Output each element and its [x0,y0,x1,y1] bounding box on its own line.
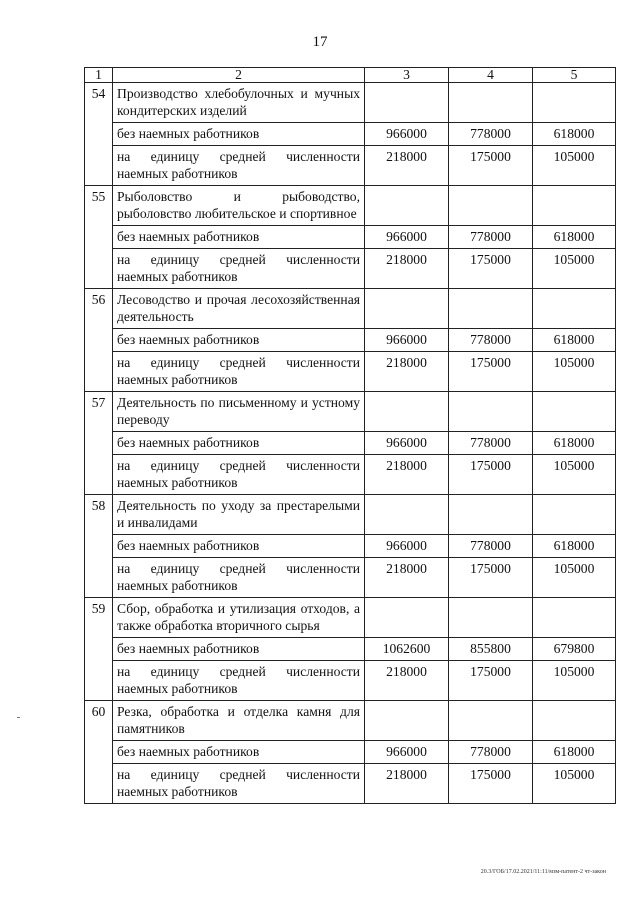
tax-rate-table [84,67,616,804]
rate-value-v5: 618000 [533,741,616,764]
scan-mark [17,717,20,718]
rate-value-v4: 778000 [449,226,533,249]
empty-cell [365,598,449,638]
activity-title: Лесоводство и прочая лесохозяйственная деятельность [113,289,365,329]
activity-title: Деятельность по уходу за престарелыми и инвалидами [113,495,365,535]
rate-row [85,638,616,661]
activity-title: Рыболовство и рыбоводство, рыболовство любительское и спортивное [113,186,365,226]
activity-title-row [85,289,616,329]
row-number: 55 [85,186,113,289]
header-cell: 3 [365,68,449,83]
empty-cell [365,701,449,741]
rate-value-v4: 778000 [449,329,533,352]
rate-value-v4: 175000 [449,764,533,804]
rate-value-v5: 618000 [533,123,616,146]
row-number: 58 [85,495,113,598]
empty-cell [449,701,533,741]
rate-value-v3: 218000 [365,558,449,598]
header-cell: 4 [449,68,533,83]
activity-title: Деятельность по письменному и устному переводу [113,392,365,432]
table-header-row [85,68,616,83]
rate-value-v4: 778000 [449,432,533,455]
rate-value-v3: 1062600 [365,638,449,661]
page-number: 17 [312,34,328,50]
activity-title-row [85,701,616,741]
rate-value-v4: 175000 [449,352,533,392]
empty-cell [449,495,533,535]
rate-label: на единицу средней численности наемных работников [113,661,365,701]
rate-value-v3: 966000 [365,123,449,146]
empty-cell [365,186,449,226]
header-cell: 5 [533,68,616,83]
rate-label: на единицу средней численности наемных работников [113,455,365,495]
rate-value-v5: 618000 [533,226,616,249]
rate-value-v4: 778000 [449,535,533,558]
rate-value-v5: 105000 [533,146,616,186]
activity-title-row [85,598,616,638]
rate-row [85,535,616,558]
activity-title-row [85,392,616,432]
rate-value-v4: 175000 [449,661,533,701]
header-cell: 1 [85,68,113,83]
rate-row [85,432,616,455]
rate-value-v4: 855800 [449,638,533,661]
activity-title: Сбор, обработка и утилизация отходов, а также обработка вторичного сырья [113,598,365,638]
empty-cell [533,83,616,123]
row-number: 56 [85,289,113,392]
rate-value-v5: 105000 [533,249,616,289]
rate-value-v5: 618000 [533,432,616,455]
empty-cell [365,392,449,432]
empty-cell [533,186,616,226]
rate-label: на единицу средней численности наемных работников [113,558,365,598]
rate-value-v4: 175000 [449,146,533,186]
rate-label: без наемных работников [113,432,365,455]
rate-row [85,123,616,146]
rate-label: без наемных работников [113,226,365,249]
footer-stamp: 20.3/ГОБ/17.02.2021/11:11/мзм-патент-2 чт-закон [480,869,606,875]
rate-label: без наемных работников [113,123,365,146]
rate-row [85,329,616,352]
row-number: 57 [85,392,113,495]
rate-value-v4: 778000 [449,741,533,764]
rate-value-v4: 175000 [449,455,533,495]
rate-value-v3: 218000 [365,661,449,701]
rate-label: без наемных работников [113,638,365,661]
empty-cell [449,289,533,329]
rate-value-v5: 618000 [533,329,616,352]
rate-row [85,764,616,804]
rate-value-v5: 105000 [533,455,616,495]
rate-value-v4: 175000 [449,558,533,598]
empty-cell [449,83,533,123]
rate-row [85,146,616,186]
header-cell: 2 [113,68,365,83]
empty-cell [533,392,616,432]
rate-label: без наемных работников [113,329,365,352]
rate-value-v5: 105000 [533,558,616,598]
rate-value-v3: 218000 [365,352,449,392]
rate-row [85,226,616,249]
empty-cell [449,392,533,432]
empty-cell [533,598,616,638]
rate-value-v5: 105000 [533,352,616,392]
rate-value-v3: 218000 [365,764,449,804]
rate-label: без наемных работников [113,535,365,558]
rate-row [85,249,616,289]
row-number: 54 [85,83,113,186]
rate-value-v3: 218000 [365,455,449,495]
rate-value-v5: 679800 [533,638,616,661]
rate-value-v3: 966000 [365,432,449,455]
rate-value-v3: 966000 [365,226,449,249]
empty-cell [533,701,616,741]
activity-title: Производство хлебобулочных и мучных кондитерских изделий [113,83,365,123]
activity-title: Резка, обработка и отделка камня для памятников [113,701,365,741]
rate-value-v3: 218000 [365,146,449,186]
rate-value-v3: 966000 [365,535,449,558]
rate-label: на единицу средней численности наемных работников [113,249,365,289]
rate-label: на единицу средней численности наемных работников [113,352,365,392]
rate-value-v5: 618000 [533,535,616,558]
rate-label: на единицу средней численности наемных работников [113,146,365,186]
rate-row [85,558,616,598]
rate-row [85,352,616,392]
rate-row [85,741,616,764]
empty-cell [449,186,533,226]
empty-cell [449,598,533,638]
rate-value-v4: 778000 [449,123,533,146]
rate-value-v3: 218000 [365,249,449,289]
rate-label: на единицу средней численности наемных работников [113,764,365,804]
rate-value-v3: 966000 [365,329,449,352]
empty-cell [365,289,449,329]
rate-value-v5: 105000 [533,661,616,701]
activity-title-row [85,83,616,123]
activity-title-row [85,495,616,535]
row-number: 60 [85,701,113,804]
empty-cell [365,83,449,123]
row-number: 59 [85,598,113,701]
rate-value-v5: 105000 [533,764,616,804]
rate-label: без наемных работников [113,741,365,764]
empty-cell [533,495,616,535]
activity-title-row [85,186,616,226]
rate-row [85,455,616,495]
empty-cell [533,289,616,329]
rate-row [85,661,616,701]
empty-cell [365,495,449,535]
rate-value-v4: 175000 [449,249,533,289]
rate-value-v3: 966000 [365,741,449,764]
